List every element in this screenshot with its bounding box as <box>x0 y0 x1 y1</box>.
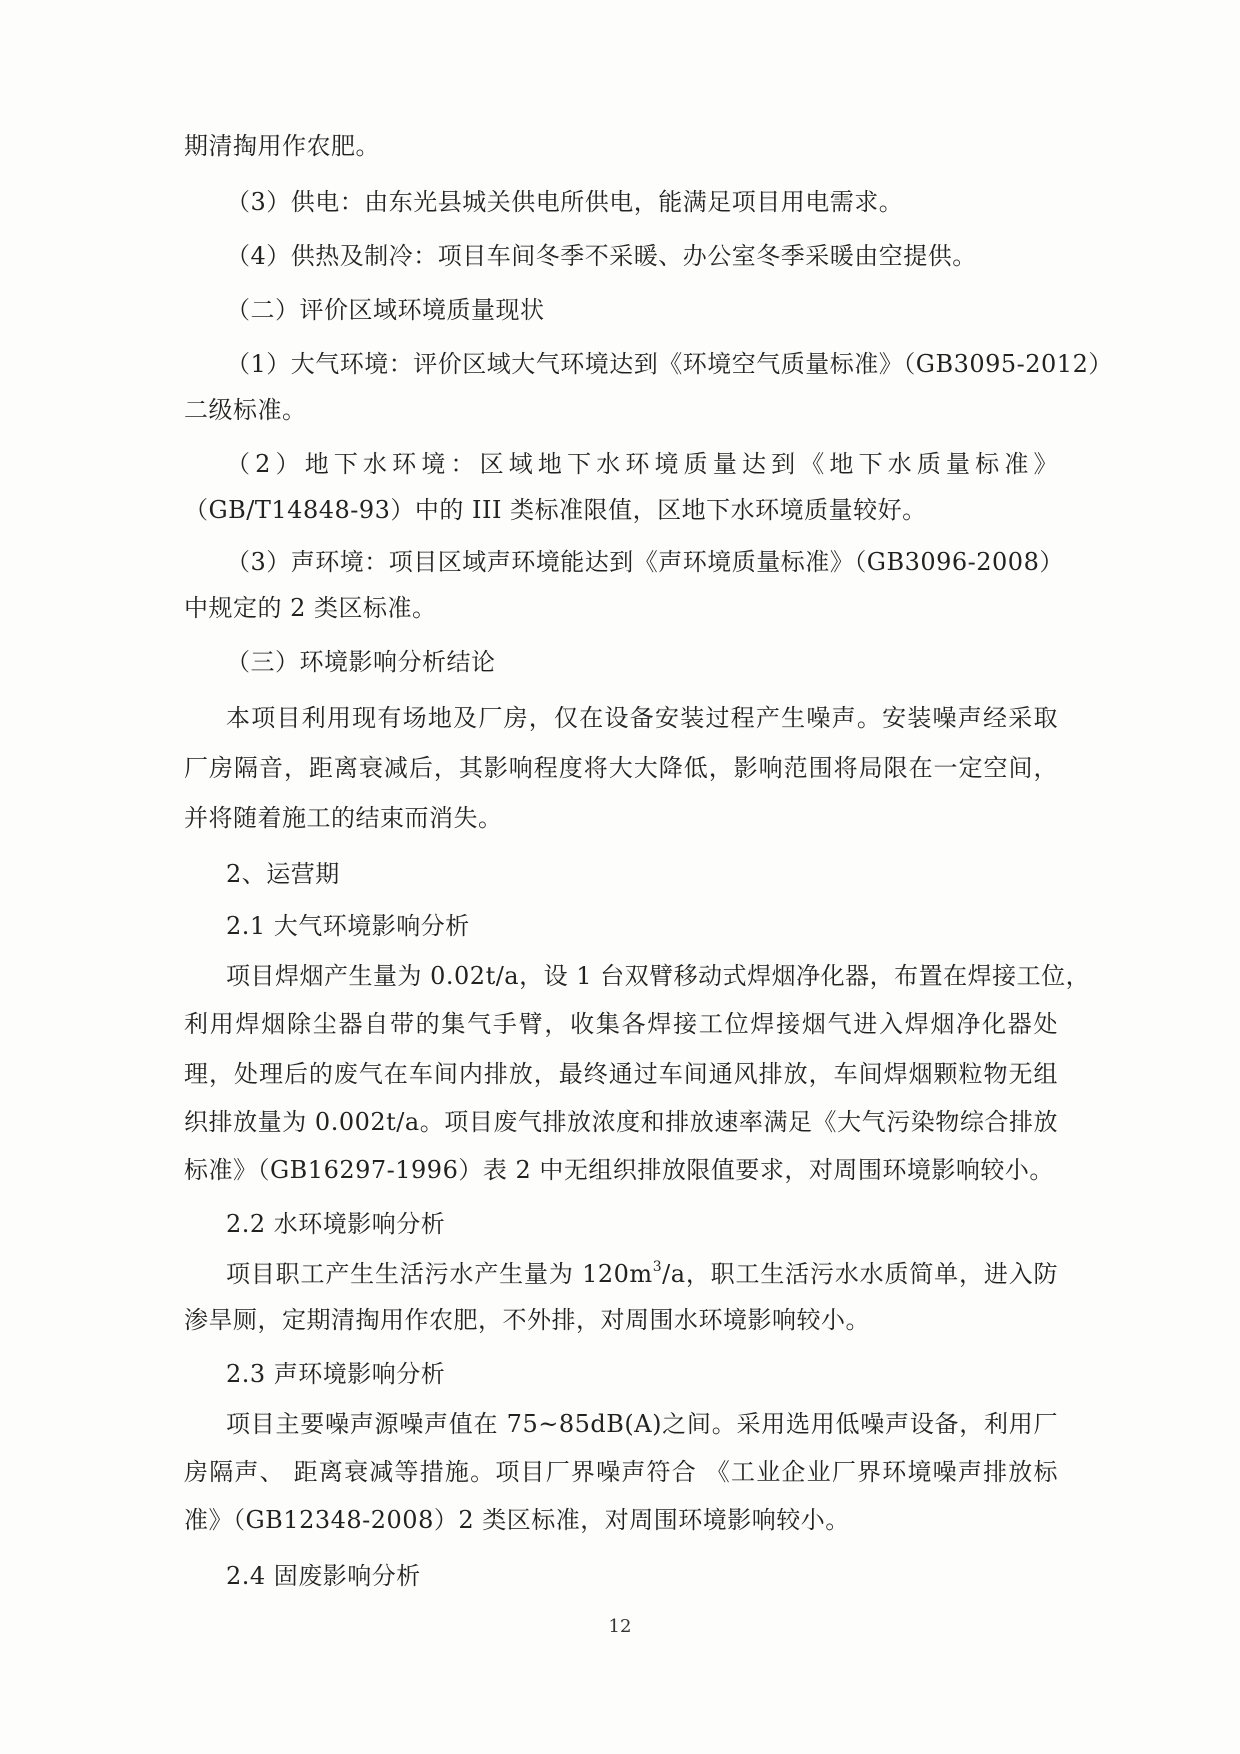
text-line: （2）地下水环境：区域地下水环境质量达到《地下水质量标准》 <box>226 450 1058 478</box>
text-line: （3）声环境：项目区域声环境能达到《声环境质量标准》（GB3096-2008） <box>226 548 1064 576</box>
text-line: 项目焊烟产生量为 0.02t/a，设 1 台双臂移动式焊烟净化器，布置在焊接工位， <box>226 962 1091 990</box>
section-heading: （二）评价区域环境质量现状 <box>226 296 545 324</box>
subsection-heading: 2.4 固废影响分析 <box>226 1562 421 1590</box>
text-line: 织排放量为 0.002t/a。项目废气排放浓度和排放速率满足《大气污染物综合排放 <box>184 1108 1058 1136</box>
subsection-heading: 2.2 水环境影响分析 <box>226 1210 446 1238</box>
subsection-heading: 2.1 大气环境影响分析 <box>226 912 470 940</box>
text-line: 厂房隔音，距离衰减后，其影响程度将大大降低，影响范围将局限在一定空间， <box>184 754 1058 782</box>
text-line: 项目主要噪声源噪声值在 75~85dB(A)之间。采用选用低噪声设备，利用厂 <box>226 1410 1058 1438</box>
text-line: 理，处理后的废气在车间内排放，最终通过车间通风排放，车间焊烟颗粒物无组 <box>184 1060 1058 1088</box>
text-line <box>226 1260 1058 1288</box>
section-heading: （三）环境影响分析结论 <box>226 648 496 676</box>
text-line: （3）供电：由东光县城关供电所供电，能满足项目用电需求。 <box>226 188 904 216</box>
page-number: 12 <box>608 1616 632 1637</box>
text-line: 利用焊烟除尘器自带的集气手臂，收集各焊接工位焊接烟气进入焊烟净化器处 <box>184 1010 1058 1038</box>
text-line: （GB/T14848-93）中的 III 类标准限值，区地下水环境质量较好。 <box>184 496 927 524</box>
text-fragment: 项目职工产生生活污水产生量为 120m <box>226 1260 653 1288</box>
text-line: 渗旱厕，定期清掏用作农肥，不外排，对周围水环境影响较小。 <box>184 1306 870 1334</box>
text-line: 准》（GB12348-2008）2 类区标准，对周围环境影响较小。 <box>184 1506 850 1534</box>
section-heading: 2、运营期 <box>226 860 340 888</box>
text-line: 中规定的 2 类区标准。 <box>184 594 437 622</box>
text-fragment: /a，职工生活污水水质简单，进入防 <box>662 1260 1058 1288</box>
text-line: （1）大气环境：评价区域大气环境达到《环境空气质量标准》（GB3095-2012） <box>226 350 1113 378</box>
text-line: 房隔声、 距离衰减等措施。项目厂界噪声符合 《工业企业厂界环境噪声排放标 <box>184 1458 1058 1486</box>
superscript: 3 <box>652 1259 663 1275</box>
text-line: 并将随着施工的结束而消失。 <box>184 804 503 832</box>
subsection-heading: 2.3 声环境影响分析 <box>226 1360 446 1388</box>
text-line: 标准》（GB16297-1996）表 2 中无组织排放限值要求，对周围环境影响较小。 <box>184 1156 1054 1184</box>
text-line: （4）供热及制冷：项目车间冬季不采暖、办公室冬季采暖由空提供。 <box>226 242 977 270</box>
text-line: 本项目利用现有场地及厂房，仅在设备安装过程产生噪声。安装噪声经采取 <box>226 704 1058 732</box>
text-line: 二级标准。 <box>184 396 307 424</box>
text-line: 期清掏用作农肥。 <box>184 132 380 160</box>
